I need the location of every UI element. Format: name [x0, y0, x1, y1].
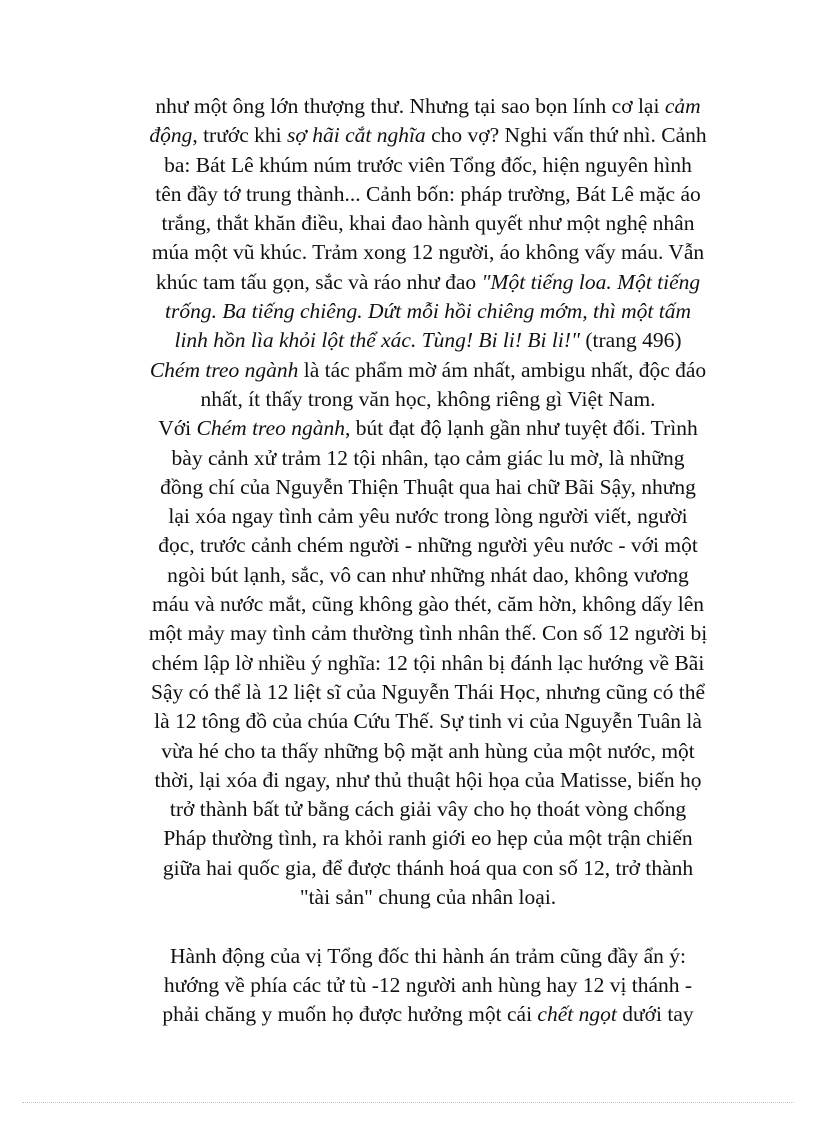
text-run: tên đầy tớ trung thành... Cảnh bốn: pháp trường, Bát Lê mặc áo: [155, 181, 701, 206]
text-run: dưới tay: [616, 1002, 694, 1027]
text-line: [112, 561, 744, 590]
text-line: [112, 209, 744, 238]
text-line: [112, 678, 744, 707]
text-run: hướng về phía các tử tù -12 người anh hùng hay 12 vị thánh -: [163, 972, 693, 997]
text-run: đọc, trước cảnh chém người - những người yêu nước - với một: [158, 533, 698, 558]
italic-text: Chém treo ngành: [149, 357, 299, 382]
italic-text: Chém treo ngành: [196, 416, 346, 441]
text-line: [112, 151, 744, 180]
text-line: [112, 942, 744, 971]
italic-text: trống. Ba tiếng chiêng. Dứt mỗi hồi chiêng mớm, thì một tấm: [164, 299, 691, 324]
text-line: [112, 590, 744, 619]
text-run: (trang 496): [580, 328, 682, 353]
text-run: là tác phẩm mờ ám nhất, ambigu nhất, độc đáo: [298, 357, 707, 382]
italic-text: linh hồn lìa khỏi lột thể xác. Tùng! Bi li! Bi li!": [174, 328, 581, 353]
text-line: [112, 297, 744, 326]
text-run: đồng chí của Nguyễn Thiện Thuật qua hai chữ Bãi Sậy, nhưng: [160, 474, 696, 499]
text-line: [112, 619, 744, 648]
text-run: thời, lại xóa đi ngay, như thủ thuật hội họa của Matisse, biến họ: [154, 767, 702, 792]
text-line: [112, 971, 744, 1000]
text-run: Pháp thường tình, ra khỏi ranh giới eo hẹp của một trận chiến: [163, 826, 693, 851]
text-run: chém lập lờ nhiều ý nghĩa: 12 tội nhân bị đánh lạc hướng về Bãi: [151, 650, 705, 675]
text-run: lại xóa ngay tình cảm yêu nước trong lòng người viết, người: [168, 504, 688, 529]
text-line: [112, 268, 744, 297]
text-line: [112, 473, 744, 502]
text-run: bày cảnh xử trảm 12 tội nhân, tạo cảm giác lu mờ, là những: [171, 445, 685, 470]
text-line: [112, 92, 744, 121]
text-line: [112, 502, 744, 531]
text-run: Sậy có thể là 12 liệt sĩ của Nguyễn Thái Học, nhưng cũng có thể: [151, 679, 705, 704]
text-run: như một ông lớn thượng thư. Nhưng tại sao bọn lính cơ lại: [155, 94, 665, 118]
italic-text: "Một tiếng loa. Một tiếng: [481, 269, 701, 294]
page-bottom-rule: [22, 1102, 794, 1103]
document-body: [112, 92, 744, 1030]
text-run: giữa hai quốc gia, để được thánh hoá qua con số 12, trở thành: [162, 855, 694, 880]
text-run: , bút đạt độ lạnh gần như tuyệt đối. Trình: [345, 416, 698, 441]
italic-text: động: [149, 123, 193, 148]
text-line: [112, 121, 744, 150]
text-line: [112, 1000, 744, 1029]
paragraph: [112, 942, 744, 1030]
text-run: , trước khi: [192, 123, 287, 148]
text-run: nhất, ít thấy trong văn học, không riêng gì Việt Nam.: [200, 386, 656, 411]
text-line: [112, 795, 744, 824]
text-run: một mảy may tình cảm thường tình nhân thế. Con số 12 người bị: [148, 621, 708, 646]
text-line: [112, 531, 744, 560]
text-run: vừa hé cho ta thấy những bộ mặt anh hùng của một nước, một: [161, 738, 695, 763]
text-line: [112, 326, 744, 355]
text-line: [112, 824, 744, 853]
text-run: "tài sản" chung của nhân loại.: [299, 885, 557, 910]
text-run: múa một vũ khúc. Trảm xong 12 người, áo không vấy máu. Vẫn: [151, 240, 705, 265]
text-line: [112, 356, 744, 385]
text-line: [112, 444, 744, 473]
text-line: [112, 414, 744, 443]
text-run: phải chăng y muốn họ được hưởng một cái: [162, 1002, 538, 1027]
text-run: trắng, thắt khăn điều, khai đao hành quyết như một nghệ nhân: [161, 211, 695, 236]
text-run: máu và nước mắt, cũng không gào thét, căm hờn, không dấy lên: [151, 592, 705, 617]
text-line: [112, 649, 744, 678]
text-run: ba: Bát Lê khúm núm trước viên Tổng đốc, hiện nguyên hình: [164, 152, 692, 177]
italic-text: cảm: [664, 94, 701, 118]
text-line: [112, 238, 744, 267]
paragraph: [112, 92, 744, 912]
italic-text: sợ hãi cắt nghĩa: [287, 123, 426, 148]
text-line: [112, 707, 744, 736]
text-run: là 12 tông đồ của chúa Cứu Thế. Sự tinh vi của Nguyễn Tuân là: [154, 709, 702, 734]
text-run: khúc tam tấu gọn, sắc và ráo như đao: [155, 269, 482, 294]
text-run: ngòi bút lạnh, sắc, vô can như những nhát dao, không vương: [167, 562, 689, 587]
text-line: [112, 180, 744, 209]
text-line: [112, 766, 744, 795]
text-run: cho vợ? Nghi vấn thứ nhì. Cảnh: [425, 123, 707, 148]
text-run: trở thành bất tử bằng cách giải vây cho họ thoát vòng chống: [169, 797, 687, 822]
text-line: [112, 737, 744, 766]
text-line: [112, 883, 744, 912]
text-line: [112, 854, 744, 883]
text-line: [112, 385, 744, 414]
text-run: Với: [158, 416, 197, 441]
text-run: Hành động của vị Tổng đốc thi hành án trảm cũng đầy ẩn ý:: [169, 943, 687, 968]
italic-text: chết ngọt: [537, 1002, 617, 1027]
